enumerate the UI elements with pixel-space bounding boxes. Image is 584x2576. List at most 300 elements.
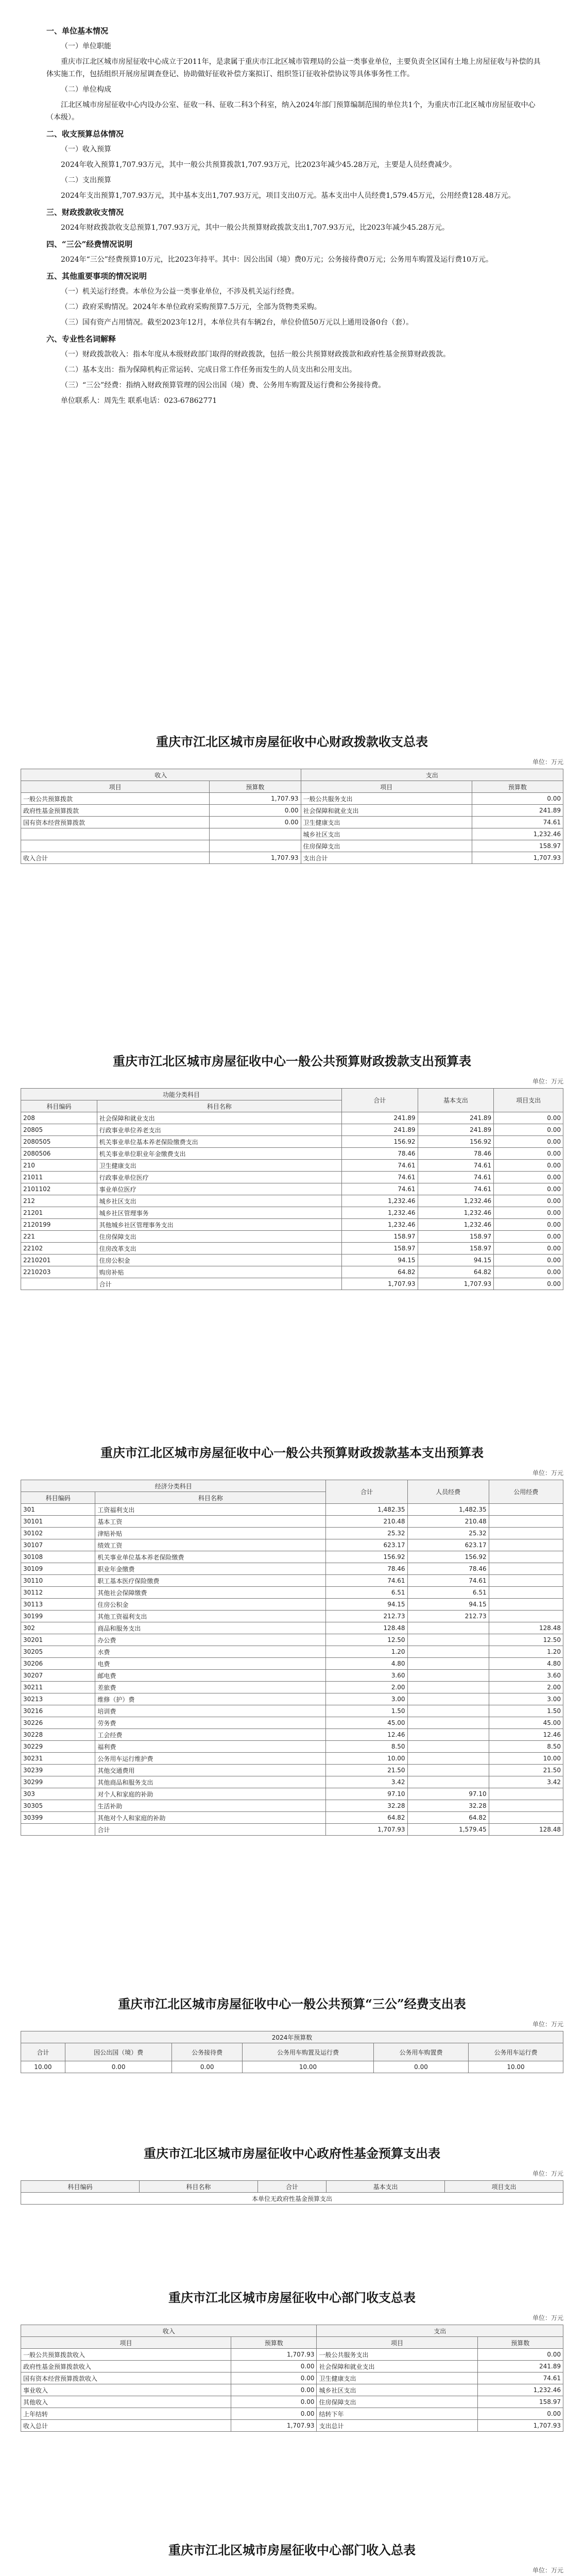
table3-cell: 1,579.45	[407, 1824, 489, 1836]
table4-header: 公务用车运行费	[469, 2043, 563, 2061]
table3-cell: 2.00	[326, 1682, 407, 1693]
table6-cell: 1,707.93	[231, 2420, 317, 2432]
table6-cell: 一般公共服务支出	[317, 2349, 477, 2361]
table3-cell: 职业年金缴费	[95, 1563, 326, 1575]
table2-cell: 0.00	[494, 1231, 563, 1243]
table3-row	[21, 1658, 563, 1670]
table6-col-item: 项目	[21, 2337, 231, 2349]
table3-col-name: 科目名称	[95, 1492, 326, 1504]
table3-cell: 其他对个人和家庭的补助	[95, 1812, 326, 1824]
table6-cell: 上年结转	[21, 2408, 231, 2420]
intro-section	[0, 0, 584, 711]
table5-col-project: 项目支出	[445, 2181, 563, 2193]
table2-cell: 机关事业单位基本养老保险缴费支出	[97, 1136, 341, 1148]
table3-row	[21, 1599, 563, 1611]
table2-row	[21, 1278, 563, 1290]
table3-cell: 12.50	[489, 1634, 563, 1646]
table2-cell: 94.15	[341, 1255, 418, 1266]
table3-cell: 培训费	[95, 1705, 326, 1717]
table2-cell: 20805	[21, 1124, 97, 1136]
table6-cell: 241.89	[477, 2361, 563, 2372]
paragraph-duties: 重庆市江北区城市房屋征收中心成立于2011年，是隶属于重庆市江北区城市管理局的公益一类事业单位，主要负责全区国有土地上房屋征收与补偿的具体实施工作，包括组织开展房屋调查登记、协助做好征收补偿方案拟订、组织签订征收补偿协议等具体事务性工作。	[46, 58, 541, 78]
table3-cell: 住房公积金	[95, 1599, 326, 1611]
table3-cell: 212.73	[326, 1611, 407, 1622]
table3-cell: 2.00	[489, 1682, 563, 1693]
table3-row	[21, 1551, 563, 1563]
table2-col-name: 科目名称	[97, 1100, 341, 1112]
table2-cell: 2210201	[21, 1255, 97, 1266]
table3-cell	[407, 1717, 489, 1729]
table2-cell: 卫生健康支出	[97, 1160, 341, 1172]
table2-title: 重庆市江北区城市房屋征收中心一般公共预算财政拨款支出预算表	[113, 1054, 471, 1069]
table2-cell: 158.97	[341, 1231, 418, 1243]
table3-cell: 30205	[21, 1646, 95, 1658]
table6-cell: 0.00	[477, 2408, 563, 2420]
table2-cell: 1,232.46	[341, 1207, 418, 1219]
table3-cell: 商品和服务支出	[95, 1622, 326, 1634]
table3-cell: 30112	[21, 1587, 95, 1599]
table3-cell: 30199	[21, 1611, 95, 1622]
table2-cell: 94.15	[418, 1255, 494, 1266]
table2-row	[21, 1207, 563, 1219]
table5-unit: 单位：万元	[532, 2170, 563, 2177]
table3-row	[21, 1670, 563, 1682]
table3-row	[21, 1717, 563, 1729]
table3-cell: 10.00	[489, 1753, 563, 1765]
table1-cell: 国有资本经营预算拨款	[21, 817, 210, 828]
table3-cell: 30107	[21, 1539, 95, 1551]
table2-cell: 241.89	[418, 1112, 494, 1124]
table3-row	[21, 1765, 563, 1776]
table5-title: 重庆市江北区城市房屋征收中心政府性基金预算支出表	[144, 2146, 440, 2161]
table3-cell	[489, 1788, 563, 1800]
table1-cell	[21, 828, 210, 840]
table3-cell: 职工基本医疗保险缴费	[95, 1575, 326, 1587]
table3-row	[21, 1729, 563, 1741]
paragraph-structure: 江北区城市房屋征收中心内设办公室、征收一科、征收二科3个科室，纳入2024年部门预算编制范围的单位共1个，为重庆市江北区城市房屋征收中心（本级）。	[46, 101, 536, 122]
sub-heading-duties: （一）单位职能	[61, 42, 111, 50]
table3-cell: 21.50	[489, 1765, 563, 1776]
paragraph-fiscal: 2024年财政拨款收支总预算1,707.93万元，其中一般公共预算财政拨款支出1,707.93万元，比2023年减少45.28万元。	[61, 224, 450, 232]
table3-cell: 30226	[21, 1717, 95, 1729]
table1-row	[21, 793, 563, 805]
table3-cell	[21, 1824, 95, 1836]
table2-cell: 城乡社区支出	[97, 1195, 341, 1207]
table2-cell: 78.46	[418, 1148, 494, 1160]
table2-row	[21, 1148, 563, 1160]
table3-cell: 工会经费	[95, 1729, 326, 1741]
table1-row	[21, 852, 563, 864]
table3-row	[21, 1800, 563, 1812]
table3-cell: 1.20	[489, 1646, 563, 1658]
heading-fiscal: 三、财政拨款收支情况	[46, 208, 124, 217]
sub-heading-structure: （二）单位构成	[61, 86, 111, 94]
table3-cell: 1.50	[489, 1705, 563, 1717]
table1-cell: 1,232.46	[472, 828, 563, 840]
table3-cell: 30113	[21, 1599, 95, 1611]
table6-col-amount2: 预算数	[477, 2337, 563, 2349]
table3-cell: 30228	[21, 1729, 95, 1741]
table3-cell: 3.60	[489, 1670, 563, 1682]
table1-row	[21, 817, 563, 828]
table5-col-total: 合计	[257, 2181, 326, 2193]
paragraph-three-public: 2024年“三公”经费预算10万元，比2023年持平。其中：因公出国（境）费0万元；公务接待费0万元；公务用车购置及运行费10万元。	[61, 256, 493, 264]
table3-cell: 3.00	[489, 1693, 563, 1705]
table3-row	[21, 1693, 563, 1705]
table3-cell: 74.61	[407, 1575, 489, 1587]
table6-cell: 0.00	[231, 2372, 317, 2384]
table2-cell: 64.82	[341, 1266, 418, 1278]
table2-cell: 241.89	[341, 1124, 418, 1136]
table1-cell: 城乡社区支出	[301, 828, 472, 840]
table2-cell: 158.97	[341, 1243, 418, 1255]
table6-cell: 0.00	[477, 2349, 563, 2361]
table3-cell	[407, 1753, 489, 1765]
table6-row	[21, 2408, 563, 2420]
paragraph-operating-funds: （一）机关运行经费。本单位为公益一类事业单位，不涉及机关运行经费。	[61, 287, 299, 296]
table3-cell	[489, 1528, 563, 1539]
table2-cell: 0.00	[494, 1112, 563, 1124]
paragraph-income: 2024年收入预算1,707.93万元，其中一般公共预算拨款1,707.93万元，比2023年减少45.28万元，主要是人员经费减少。	[61, 161, 457, 169]
table3-cell: 30213	[21, 1693, 95, 1705]
table2-cell: 1,232.46	[341, 1219, 418, 1231]
table3-cell: 25.32	[407, 1528, 489, 1539]
sub-heading-income: （一）收入预算	[61, 145, 111, 154]
table6-row	[21, 2349, 563, 2361]
table2-cell: 1,232.46	[341, 1195, 418, 1207]
table3-cell: 1.50	[326, 1705, 407, 1717]
table2-cell: 1,232.46	[418, 1207, 494, 1219]
table2-cell: 事业单位医疗	[97, 1183, 341, 1195]
table3-cell: 128.48	[489, 1824, 563, 1836]
table3-row	[21, 1705, 563, 1717]
table6-row	[21, 2420, 563, 2432]
table1-cell: 1,707.93	[472, 852, 563, 864]
table3-cell: 水费	[95, 1646, 326, 1658]
table1-cell: 一般公共服务支出	[301, 793, 472, 805]
table3-cell	[407, 1646, 489, 1658]
table3-econ-group: 经济分类科目	[21, 1480, 326, 1492]
table2-cell: 住房公积金	[97, 1255, 341, 1266]
table3-cell: 8.50	[326, 1741, 407, 1753]
paragraph-glossary-1: （一）财政拨款收入：指本年度从本级财政部门取得的财政拨款，包括一般公共预算财政拨款和政府性基金预算财政拨款。	[61, 350, 450, 359]
table3-cell: 45.00	[489, 1717, 563, 1729]
table3-cell: 3.60	[326, 1670, 407, 1682]
table1-cell: 收入合计	[21, 852, 210, 864]
table3-cell	[407, 1765, 489, 1776]
table3-row	[21, 1776, 563, 1788]
table2-cell: 221	[21, 1231, 97, 1243]
table3-col-total: 合计	[326, 1480, 407, 1504]
table3-row	[21, 1741, 563, 1753]
table2-cell: 1,232.46	[418, 1195, 494, 1207]
table3-cell: 电费	[95, 1658, 326, 1670]
table6-cell: 1,707.93	[477, 2420, 563, 2432]
table2-cell: 22102	[21, 1243, 97, 1255]
table2-cell: 158.97	[418, 1231, 494, 1243]
table2-cell: 78.46	[341, 1148, 418, 1160]
table1-cell: 0.00	[472, 793, 563, 805]
table1-col-item: 项目	[21, 781, 210, 793]
table6-cell: 0.00	[231, 2361, 317, 2372]
table3-cell: 30211	[21, 1682, 95, 1693]
table3-cell: 3.00	[326, 1693, 407, 1705]
table3-cell: 45.00	[326, 1717, 407, 1729]
table3-cell: 30201	[21, 1634, 95, 1646]
table4-value: 10.00	[242, 2061, 373, 2073]
table3-cell: 156.92	[326, 1551, 407, 1563]
table1-cell: 0.00	[210, 805, 301, 817]
table3-cell: 办公费	[95, 1634, 326, 1646]
table6-cell: 国有资本经营预算拨款收入	[21, 2372, 231, 2384]
table3-row	[21, 1611, 563, 1622]
intro-text	[46, 21, 541, 410]
table6-cell: 卫生健康支出	[317, 2372, 477, 2384]
table1-cell: 1,707.93	[210, 852, 301, 864]
table2-row	[21, 1195, 563, 1207]
table3-cell: 30102	[21, 1528, 95, 1539]
table3-cell: 其他工资福利支出	[95, 1611, 326, 1622]
table3-cell: 1,482.35	[407, 1504, 489, 1516]
table3-cell	[489, 1800, 563, 1812]
table3-row	[21, 1528, 563, 1539]
table3-row	[21, 1539, 563, 1551]
table3-cell: 30229	[21, 1741, 95, 1753]
table1-row	[21, 828, 563, 840]
table2-cell: 21011	[21, 1172, 97, 1183]
table2-cell: 2101102	[21, 1183, 97, 1195]
table2-cell: 0.00	[494, 1172, 563, 1183]
table2-cell: 0.00	[494, 1124, 563, 1136]
table1-cell	[21, 840, 210, 852]
table6-cell: 0.00	[231, 2384, 317, 2396]
table3-cell: 32.28	[407, 1800, 489, 1812]
table1-cell	[210, 840, 301, 852]
table3-cell	[489, 1563, 563, 1575]
table2-cell	[21, 1278, 97, 1290]
table3-cell: 210.48	[407, 1516, 489, 1528]
table3-cell: 3.42	[489, 1776, 563, 1788]
table3-cell: 10.00	[326, 1753, 407, 1765]
table3-cell	[407, 1776, 489, 1788]
table3-cell: 其他社会保障缴费	[95, 1587, 326, 1599]
table2-cell: 156.92	[418, 1136, 494, 1148]
table3-row	[21, 1812, 563, 1824]
table2-cell: 2210203	[21, 1266, 97, 1278]
table6-title: 重庆市江北区城市房屋征收中心部门收支总表	[168, 2290, 416, 2305]
paragraph-expense: 2024年支出预算1,707.93万元，其中基本支出1,707.93万元，项目支出0万元。基本支出中人员经费1,579.45万元，公用经费128.48万元。	[61, 192, 516, 200]
table6-row	[21, 2372, 563, 2384]
table3-cell: 30399	[21, 1812, 95, 1824]
table1-cell: 一般公共预算拨款	[21, 793, 210, 805]
table4-header: 公务接待费	[172, 2043, 242, 2061]
paragraph-glossary-2: （二）基本支出：指为保障机构正常运转、完成日常工作任务而发生的人员支出和公用支出。	[61, 366, 356, 374]
table3-cell: 30110	[21, 1575, 95, 1587]
table3-cell	[489, 1539, 563, 1551]
table6-cell: 74.61	[477, 2372, 563, 2384]
table3-cell: 邮电费	[95, 1670, 326, 1682]
table2-cell: 64.82	[418, 1266, 494, 1278]
table2-cell: 0.00	[494, 1278, 563, 1290]
table4-title: 重庆市江北区城市房屋征收中心一般公共预算“三公”经费支出表	[118, 1996, 466, 2011]
table3-cell: 6.51	[326, 1587, 407, 1599]
table2-col-code: 科目编码	[21, 1100, 97, 1112]
table3-cell: 78.46	[326, 1563, 407, 1575]
table2-cell: 0.00	[494, 1207, 563, 1219]
table3-cell	[407, 1622, 489, 1634]
table6-cell: 1,707.93	[231, 2349, 317, 2361]
table2-row	[21, 1255, 563, 1266]
table1-cell: 卫生健康支出	[301, 817, 472, 828]
table5-section	[0, 2143, 584, 2251]
table3-cell: 12.46	[489, 1729, 563, 1741]
table2-cell: 0.00	[494, 1243, 563, 1255]
table2-cell: 0.00	[494, 1148, 563, 1160]
table3-cell	[489, 1587, 563, 1599]
table1-unit: 单位：万元	[532, 758, 563, 766]
table6-cell: 住房保障支出	[317, 2396, 477, 2408]
table2-cell: 21201	[21, 1207, 97, 1219]
table3-row	[21, 1682, 563, 1693]
table2-row	[21, 1219, 563, 1231]
table6-col-amount: 预算数	[231, 2337, 317, 2349]
table1-income-group: 收入	[21, 769, 301, 781]
table3-unit: 单位：万元	[532, 1469, 563, 1477]
table2-cell: 0.00	[494, 1266, 563, 1278]
table3-cell: 3.42	[326, 1776, 407, 1788]
table4	[21, 2031, 563, 2073]
table3-cell	[407, 1693, 489, 1705]
table3-cell: 机关事业单位基本养老保险缴费	[95, 1551, 326, 1563]
table6-row	[21, 2361, 563, 2372]
table3-cell: 30101	[21, 1516, 95, 1528]
table2-cell: 2080506	[21, 1148, 97, 1160]
table1-col-item2: 项目	[301, 781, 472, 793]
table3-cell: 12.50	[326, 1634, 407, 1646]
paragraph-assets: （三）国有资产占用情况。截至2023年12月，本单位共有车辆2台，单位价值50万元以上通用设备0台（套）。	[61, 318, 414, 327]
table2-cell: 156.92	[341, 1136, 418, 1148]
table3-row	[21, 1587, 563, 1599]
table2-cell: 241.89	[341, 1112, 418, 1124]
table3-cell: 生活补助	[95, 1800, 326, 1812]
table3-cell	[489, 1516, 563, 1528]
table2-row	[21, 1112, 563, 1124]
table3-cell	[407, 1634, 489, 1646]
table1-cell: 社会保障和就业支出	[301, 805, 472, 817]
table3-cell: 其他商品和服务支出	[95, 1776, 326, 1788]
table2-cell: 购房补贴	[97, 1266, 341, 1278]
table3-row	[21, 1634, 563, 1646]
table2-cell: 0.00	[494, 1219, 563, 1231]
table3-cell: 30231	[21, 1753, 95, 1765]
table2-cell: 行政事业单位医疗	[97, 1172, 341, 1183]
table3-cell: 30206	[21, 1658, 95, 1670]
table2-cell: 行政事业单位养老支出	[97, 1124, 341, 1136]
table3-cell: 4.80	[489, 1658, 563, 1670]
table2-section	[0, 1051, 584, 1412]
table2-cell: 241.89	[418, 1124, 494, 1136]
table3-cell: 32.28	[326, 1800, 407, 1812]
table2-cell: 0.00	[494, 1195, 563, 1207]
table3-cell: 210.48	[326, 1516, 407, 1528]
table3-cell	[407, 1741, 489, 1753]
table4-value: 0.00	[172, 2061, 242, 2073]
table6-section	[0, 2287, 584, 2504]
table3-cell: 30207	[21, 1670, 95, 1682]
heading-unit-basics: 一、单位基本情况	[46, 26, 109, 36]
table2-cell: 74.61	[341, 1172, 418, 1183]
table3-cell	[407, 1670, 489, 1682]
table1-cell	[210, 828, 301, 840]
table3-cell: 4.80	[326, 1658, 407, 1670]
table3-cell: 30109	[21, 1563, 95, 1575]
table2-unit: 单位：万元	[532, 1078, 563, 1085]
table3-section	[0, 1443, 584, 1958]
table3-cell	[407, 1682, 489, 1693]
table3-row	[21, 1563, 563, 1575]
table3-row	[21, 1788, 563, 1800]
table4-unit: 单位：万元	[532, 2021, 563, 2028]
table3-cell: 25.32	[326, 1528, 407, 1539]
table3-cell: 合计	[95, 1824, 326, 1836]
table2-row	[21, 1183, 563, 1195]
table1-row	[21, 805, 563, 817]
table3-cell	[489, 1812, 563, 1824]
heading-glossary: 六、专业性名词解释	[46, 334, 116, 344]
table3-cell: 公务用车运行维护费	[95, 1753, 326, 1765]
table6-expense-group: 支出	[317, 2325, 563, 2337]
table3-cell: 97.10	[407, 1788, 489, 1800]
table5-col-basic: 基本支出	[327, 2181, 445, 2193]
table6-cell: 政府性基金预算拨款收入	[21, 2361, 231, 2372]
table2-cell: 74.61	[341, 1160, 418, 1172]
table1-cell: 0.00	[210, 817, 301, 828]
table4-value: 0.00	[374, 2061, 469, 2073]
table3-cell: 维修（护）费	[95, 1693, 326, 1705]
table3	[21, 1480, 563, 1836]
table6-unit: 单位：万元	[532, 2314, 563, 2321]
table2-cell: 74.61	[341, 1183, 418, 1195]
table3-cell: 74.61	[326, 1575, 407, 1587]
table3-cell: 156.92	[407, 1551, 489, 1563]
table1-expense-group: 支出	[301, 769, 563, 781]
table3-cell: 30299	[21, 1776, 95, 1788]
table6-cell: 支出总计	[317, 2420, 477, 2432]
table2-cell: 208	[21, 1112, 97, 1124]
table3-cell: 其他交通费用	[95, 1765, 326, 1776]
table4-header: 因公出国（境）费	[65, 2043, 172, 2061]
table2-cell: 城乡社区管理事务	[97, 1207, 341, 1219]
table5-note: 本单位无政府性基金预算支出	[21, 2193, 563, 2205]
table3-col-personnel: 人员经费	[407, 1480, 489, 1504]
table3-row	[21, 1516, 563, 1528]
table3-cell: 78.46	[407, 1563, 489, 1575]
table2-row	[21, 1231, 563, 1243]
table6-row	[21, 2384, 563, 2396]
table2-col-basic: 基本支出	[418, 1089, 494, 1112]
table3-cell: 302	[21, 1622, 95, 1634]
paragraph-procurement: （二）政府采购情况。2024年本单位政府采购预算7.5万元，全部为货物类采购。	[61, 303, 321, 311]
table1-cell: 241.89	[472, 805, 563, 817]
table7-title: 重庆市江北区城市房屋征收中心部门收入总表	[168, 2543, 416, 2557]
table1-cell: 1,707.93	[210, 793, 301, 805]
table6-cell: 1,232.46	[477, 2384, 563, 2396]
table3-cell: 623.17	[407, 1539, 489, 1551]
table3-cell: 1.20	[326, 1646, 407, 1658]
table3-cell: 1,707.93	[326, 1824, 407, 1836]
table2-row	[21, 1136, 563, 1148]
table3-cell: 128.48	[326, 1622, 407, 1634]
